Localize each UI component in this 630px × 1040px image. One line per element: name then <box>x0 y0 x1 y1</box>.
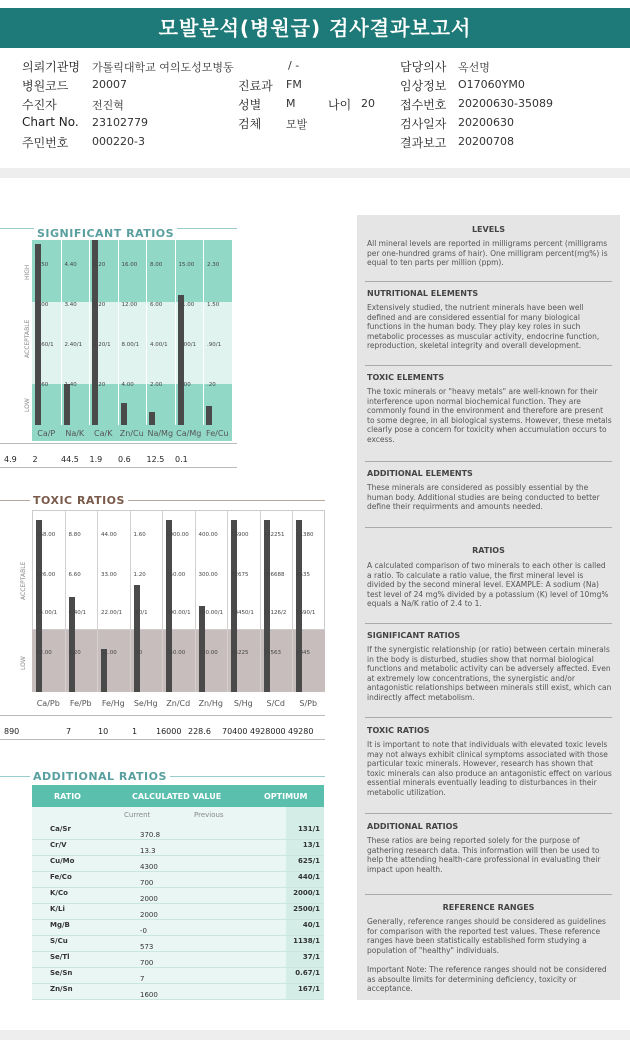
add-optimum-value: 1138/1 <box>293 937 320 945</box>
tox-col-divider <box>97 510 98 692</box>
toxic-title: TOXIC RATIOS <box>30 494 128 507</box>
sig-label-rule <box>0 443 237 444</box>
report-date-value: 20200708 <box>458 135 514 148</box>
add-ratio-name: Se/Sn <box>50 969 73 977</box>
tox-tick-label: 56900 <box>231 532 249 538</box>
tox-bar-s-pb <box>296 520 302 692</box>
add-optimum-value: 13/1 <box>302 841 320 849</box>
toxr-info-title: TOXIC RATIOS <box>367 726 430 735</box>
tox-tick-label: 126.00 <box>36 572 56 578</box>
tox-col-divider <box>130 510 131 692</box>
tox-bar-zn-hg <box>199 606 205 692</box>
tox-tick-label: 1.20 <box>133 572 146 578</box>
additional-elements-title: ADDITIONAL ELEMENTS <box>367 469 473 478</box>
sig-info-divider <box>365 717 612 718</box>
sig-tick-label: 12.00 <box>121 302 138 308</box>
tox-tick-label: 8.80 <box>68 532 81 538</box>
tox-tick-label: 11.00 <box>101 650 117 656</box>
sig-value-rule <box>0 467 237 468</box>
sig-col-label: Na/K <box>65 429 85 438</box>
report-date-label: 결과보고 <box>400 136 447 150</box>
sig-tick-label: 2.60/1 <box>36 342 54 348</box>
tox-col-label: S/Pb <box>299 699 318 708</box>
additional-elements-divider <box>365 527 612 528</box>
sig-col-label: Zn/Cu <box>119 429 144 438</box>
add-ratio-name: Mg/B <box>50 921 70 929</box>
sig-low-label: LOW <box>24 398 31 412</box>
additional-title: ADDITIONAL RATIOS <box>30 770 170 783</box>
tox-low-zone <box>32 630 325 692</box>
sig-col-label: Fe/Cu <box>206 429 229 438</box>
sig-col-divider <box>146 240 147 425</box>
sig-tick-label: 4.00/1 <box>150 342 168 348</box>
additional-elements-text: These minerals are considered as possibly essential by the human body. Additional studies are being conducted to better define their requirments and amounts needed. <box>367 483 600 511</box>
id-label: 주민번호 <box>22 136 69 150</box>
tox-tick-label: 200.00/1 <box>198 610 224 616</box>
sig-col-label: Na/Mg <box>147 429 174 438</box>
sig-high-label: HIGH <box>24 264 31 280</box>
tox-tick-label: 106688 <box>263 572 285 578</box>
sig-tick-label: 11.00 <box>178 302 195 308</box>
tox-tick-label: 400.00 <box>198 532 218 538</box>
ratios-divider <box>365 623 612 624</box>
sig-tick-label: 15.00 <box>178 262 195 268</box>
add-row-rule <box>32 855 324 856</box>
add-ratio-name: K/Li <box>50 905 65 913</box>
nutritional-title: NUTRITIONAL ELEMENTS <box>367 289 479 298</box>
tox-col-value: 70400 <box>222 727 248 736</box>
add-row-rule <box>32 903 324 904</box>
tox-tick-label: 14225 <box>231 650 249 656</box>
add-ratio-name: Zn/Sn <box>50 985 73 993</box>
tox-tick-label: 22.00/1 <box>101 610 123 616</box>
add-optimum-value: 440/1 <box>297 873 320 881</box>
ratios-title: RATIOS <box>472 546 505 555</box>
receipt-label: 접수번호 <box>400 98 447 112</box>
sig-tick-label: 4.20/1 <box>93 342 111 348</box>
add-optimum-value: 2500/1 <box>293 905 320 913</box>
sig-tick-label: 8.00 <box>150 262 163 268</box>
tox-col-label: Zn/Hg <box>198 699 223 708</box>
add-ratio-name: Se/Tl <box>50 953 70 961</box>
sex-value: M <box>286 97 296 110</box>
sig-tick-label: 6.20 <box>93 302 106 308</box>
tox-tick-label: 1000.00 <box>166 532 189 538</box>
additional-rows <box>32 823 324 1000</box>
tox-bar-s-cd <box>264 520 270 692</box>
sig-col-value: 0.6 <box>118 455 131 464</box>
tox-col-label: Se/Hg <box>133 699 158 708</box>
test-date-label: 검사일자 <box>400 117 447 131</box>
sig-tick-label: 1.50 <box>207 302 220 308</box>
separator-bar <box>0 168 630 178</box>
tox-col-label: Fe/Hg <box>101 699 125 708</box>
toxic-elements-text: The toxic minerals or "heavy metals" are well-known for their interference upon normal biochemical function. They are commonly found in the environment and therefore are present to some degree, in all biological systems. However, these metals clearly pose a concern for toxicity when accumulation occurs to excess. <box>367 387 612 444</box>
sub-previous-header: Previous <box>194 811 224 819</box>
add-row-rule <box>32 967 324 968</box>
nutritional-text: Extensively studied, the nutrient minerals have been well defined and are considered essential for many biological functions in the human body. They play key roles in such metabolic processes as muscular activity, endocrine function, reproduction, skeletal integrity and overall development. <box>367 303 600 350</box>
hospital-code-value: 20007 <box>92 78 127 91</box>
sig-tick-label: .90/1 <box>207 342 222 348</box>
sig-tick-label: 9.20 <box>93 262 106 268</box>
sig-tick-label: 3.00 <box>178 382 191 388</box>
sig-tick-label: 2.00 <box>150 382 163 388</box>
sig-bar-zn-cu <box>121 403 127 425</box>
tox-tick-label: 84.00/1 <box>36 610 58 616</box>
sig-tick-label: .20 <box>207 382 216 388</box>
add-row-rule <box>32 999 324 1000</box>
sig-tick-label: 2.20 <box>93 382 106 388</box>
doctor-value: 옥선명 <box>458 61 490 74</box>
sig-col-label: Ca/K <box>94 429 113 438</box>
tox-col-divider <box>162 510 163 692</box>
add-current-value: 2000 <box>140 911 158 919</box>
tox-tick-label: 2845 <box>296 650 310 656</box>
levels-divider <box>365 281 612 282</box>
add-ratio-name: Cr/V <box>50 841 67 849</box>
sig-tick-label: 16.00 <box>121 262 138 268</box>
add-current-value: 700 <box>140 879 154 887</box>
add-optimum-value: 37/1 <box>302 953 320 961</box>
sig-col-label: Ca/P <box>37 429 56 438</box>
tox-tick-label: 250.00 <box>166 650 186 656</box>
sex-label: 성별 <box>238 98 262 112</box>
sig-label-rows <box>0 425 237 485</box>
add-current-value: 4300 <box>140 863 158 871</box>
tox-col-value: 1 <box>132 727 138 736</box>
tox-tick-label: 142251 <box>263 532 285 538</box>
tox-col-value: 49280 <box>288 727 314 736</box>
add-ratio-name: Ca/Sr <box>50 825 71 833</box>
sig-bar-fe-cu <box>206 406 212 425</box>
collector-value: 전진혁 <box>92 99 124 112</box>
tox-label-rows <box>0 693 325 753</box>
hospital-code-label: 병원코드 <box>22 79 69 93</box>
sig-tick-label: 6.00 <box>150 302 163 308</box>
age-value: 20 <box>361 97 375 110</box>
sig-tick-label: 1.40 <box>64 382 77 388</box>
tox-tick-label: 5690/1 <box>296 610 316 616</box>
tox-tick-label: .80/1 <box>133 610 148 616</box>
nutritional-divider <box>365 365 612 366</box>
sig-info-title: SIGNIFICANT RATIOS <box>367 631 461 640</box>
tox-col-value: 228.6 <box>188 727 211 736</box>
sig-tick-label: 3.50 <box>36 262 49 268</box>
clinical-label: 임상정보 <box>400 79 447 93</box>
tox-tick-label: 6.60 <box>68 572 81 578</box>
sig-tick-label: 4.40 <box>64 262 77 268</box>
tox-value-rule <box>0 739 325 740</box>
sig-col-divider <box>118 240 119 425</box>
sig-col-divider <box>175 240 176 425</box>
tox-tick-label: 44.00 <box>101 532 117 538</box>
tox-tick-label: 168.00 <box>36 532 56 538</box>
tox-bar-ca-pb <box>36 520 42 692</box>
info-panel <box>357 215 620 1000</box>
sig-tick-label: 3.00 <box>36 302 49 308</box>
tox-tick-label: 8535 <box>296 572 310 578</box>
tox-bar-se-hg <box>134 585 140 692</box>
id-value: 000220-3 <box>92 135 145 148</box>
sig-col-value: 44.5 <box>61 455 79 464</box>
sub-current-header: Current <box>124 811 151 819</box>
tox-bar-zn-cd <box>166 520 172 692</box>
institution-value: 가톨릭대학교 여의도성모병동 <box>92 61 234 74</box>
add-optimum-value: 625/1 <box>297 857 320 865</box>
tox-col-value: 16000 <box>156 727 182 736</box>
age-label: 나이 <box>328 98 352 112</box>
tox-tick-label: 100.00 <box>198 650 218 656</box>
tox-col-divider <box>292 510 293 692</box>
tox-tick-label: 35563 <box>263 650 281 656</box>
add-current-value: 700 <box>140 959 154 967</box>
tox-tick-label: .40 <box>133 650 143 656</box>
tox-tick-label: 71126/2 <box>263 610 287 616</box>
ratios-text: A calculated comparison of two minerals to each other is called a ratio. To calculate a ratio value, the first mineral level is divided by the second mineral level. EXAMPLE: A sodium (Na) test level of 24 mg% divided by a potassium (K) level of 10mg% equals a Na/K ratio of 2.4 to 1. <box>367 561 609 608</box>
institution-slash: / - <box>288 59 300 72</box>
tox-col-label: S/Cd <box>266 699 285 708</box>
sig-col-value: 1.9 <box>89 455 103 464</box>
chart-label: Chart No. <box>22 115 79 129</box>
sig-col-divider <box>203 240 204 425</box>
add-ratio-name: S/Cu <box>50 937 68 945</box>
toxic-elements-title: TOXIC ELEMENTS <box>367 373 445 382</box>
tox-tick-label: 42.00 <box>36 650 52 656</box>
col-ratio-header: RATIO <box>54 792 81 801</box>
tox-col-divider <box>260 510 261 692</box>
add-row-rule <box>32 983 324 984</box>
tox-low-label: LOW <box>20 656 27 670</box>
col-calc-header: CALCULATED VALUE <box>132 792 222 801</box>
ref-title: REFERENCE RANGES <box>442 903 535 912</box>
add-optimum-value: 0.67/1 <box>295 969 320 977</box>
sig-acceptable-label: ACCEPTABLE <box>24 319 31 358</box>
addr-info-title: ADDITIONAL RATIOS <box>367 822 459 831</box>
add-optimum-value: 167/1 <box>297 985 320 993</box>
add-ratio-name: Cu/Mo <box>50 857 75 865</box>
sig-low-zone <box>32 384 232 425</box>
sig-col-value: 0.1 <box>175 455 188 464</box>
sig-tick-label: 1.60 <box>36 382 49 388</box>
tox-col-label: S/Hg <box>233 699 253 708</box>
significant-title: SIGNIFICANT RATIOS <box>34 227 177 240</box>
doctor-label: 담당의사 <box>400 60 447 74</box>
tox-tick-label: 4.40/1 <box>68 610 87 616</box>
report-title: 모발분석(병원급) 검사결과보고서 <box>0 8 630 48</box>
add-row-rule <box>32 887 324 888</box>
tox-tick-label: 33.00 <box>101 572 117 578</box>
add-current-value: 13.3 <box>140 847 156 855</box>
sig-bar-na-mg <box>149 412 155 425</box>
sig-col-divider <box>89 240 90 425</box>
clinical-value: O17060YM0 <box>458 78 525 91</box>
tox-bar-s-hg <box>231 520 237 692</box>
tox-tick-label: 500.00/1 <box>166 610 191 616</box>
tox-tick-label: 750.00 <box>166 572 186 578</box>
tox-col-value: 7 <box>66 727 72 736</box>
tox-tick-label: 1.60 <box>133 532 146 538</box>
col-opt-header: OPTIMUM <box>264 792 308 801</box>
tox-tick-label: 28450/1 <box>231 610 254 616</box>
specimen-label: 검체 <box>238 117 262 131</box>
chart-value: 23102779 <box>92 116 148 129</box>
add-ratio-name: K/Co <box>50 889 68 897</box>
toxr-info-text: It is important to note that individuals with elevated toxic levels may not always exhibit clinical symptoms associated with those particular toxic minerals. However, research has shown that toxic minerals can also produce an antagonistic effect on various essential minerals eventually leading to disturbances in their metabolic utilization. <box>367 740 612 797</box>
toxr-info-divider <box>365 813 612 814</box>
institution-label: 의뢰기관명 <box>22 60 80 74</box>
ref-text: Generally, reference ranges should be considered as guidelines for comparison with the reported test values. These reference ranges have been statistically established form studying a population of "healthy" individuals. <box>367 917 606 955</box>
test-date-value: 20200630 <box>458 116 514 129</box>
additional-table <box>32 785 324 1000</box>
sig-tick-label: 8.00/1 <box>121 342 140 348</box>
sig-bar-ca-p <box>35 244 41 425</box>
add-row-rule <box>32 919 324 920</box>
add-optimum-value: 40/1 <box>302 921 320 929</box>
tox-col-divider <box>195 510 196 692</box>
tox-tick-label: 11380 <box>296 532 314 538</box>
toxic-chart <box>0 510 325 692</box>
tox-acceptable-label: ACCEPTABLE <box>20 561 27 600</box>
sig-info-text: If the synergistic relationship (or ratio) between certain minerals in the body is disturbed, studies show that normal biological functions and metabolic activity can be adversely affected. Even at extremely low concentrations, the synergistic and/or antagonistic relationships between minerals still exist, which can indirectly affect metabolism. <box>367 645 612 702</box>
sig-tick-label: 7.00/1 <box>178 342 197 348</box>
dept-value: FM <box>286 78 302 91</box>
significant-chart <box>0 240 237 425</box>
addr-info-text: These ratios are being reported solely for the purpose of gathering research data. This information will then be used to help the attending health-care professional in evaluating their impact upon health. <box>367 836 601 874</box>
add-current-value: 1600 <box>140 991 158 999</box>
levels-title: LEVELS <box>471 225 506 234</box>
sig-bar-na-k <box>64 384 70 425</box>
ref-note: Important Note: The reference ranges should not be considered as absoulte limits for determining deficiency, toxicity or acceptance. <box>367 965 607 993</box>
add-optimum-value: 131/1 <box>297 825 320 833</box>
add-current-value: 2000 <box>140 895 158 903</box>
dept-label: 진료과 <box>238 79 273 93</box>
sig-col-value: 4.9 <box>4 455 17 464</box>
tox-label-rule <box>0 715 325 716</box>
sig-high-zone <box>32 240 232 302</box>
add-current-value: 573 <box>140 943 154 951</box>
add-row-rule <box>32 839 324 840</box>
tox-tick-label: 2.20 <box>68 650 81 656</box>
tox-tick-label: 42675 <box>231 572 249 578</box>
collector-label: 수진자 <box>22 98 57 112</box>
addr-info-divider <box>365 894 612 895</box>
specimen-value: 모발 <box>286 118 308 131</box>
receipt-value: 20200630-35089 <box>458 97 553 110</box>
tox-col-divider <box>65 510 66 692</box>
sig-col-value: 12.5 <box>146 455 165 464</box>
levels-text: All mineral levels are reported in milligrams percent (milligrams per one-hundred grams of hair). One milligram percent(mg%) is equal to ten parts per million (ppm). <box>367 239 608 267</box>
add-row-rule <box>32 871 324 872</box>
add-current-value: 7 <box>140 975 145 983</box>
toxic-elements-divider <box>365 461 612 462</box>
sig-col-value: 2 <box>32 455 38 464</box>
tox-tick-label: 300.00 <box>198 572 218 578</box>
tox-col-value: 890 <box>4 727 20 736</box>
tox-col-label: Zn/Cd <box>166 699 191 708</box>
sig-tick-label: 2.30 <box>207 262 220 268</box>
add-row-rule <box>32 935 324 936</box>
tox-col-divider <box>227 510 228 692</box>
add-row-rule <box>32 951 324 952</box>
add-current-value: 370.8 <box>140 831 161 839</box>
sig-tick-label: 3.40 <box>64 302 77 308</box>
tox-col-label: Ca/Pb <box>36 699 60 708</box>
footer-bar <box>0 1030 630 1040</box>
tox-col-value: 10 <box>98 727 109 736</box>
add-current-value: -0 <box>140 927 147 935</box>
sig-tick-label: 4.00 <box>121 382 134 388</box>
sig-bar-ca-mg <box>178 295 184 425</box>
tox-col-label: Fe/Pb <box>69 699 92 708</box>
add-ratio-name: Fe/Co <box>50 873 72 881</box>
sig-tick-label: 2.40/1 <box>64 342 83 348</box>
sig-col-label: Ca/Mg <box>176 429 202 438</box>
sig-col-divider <box>61 240 62 425</box>
add-optimum-value: 2000/1 <box>293 889 320 897</box>
tox-col-value: 4928000 <box>250 727 286 736</box>
